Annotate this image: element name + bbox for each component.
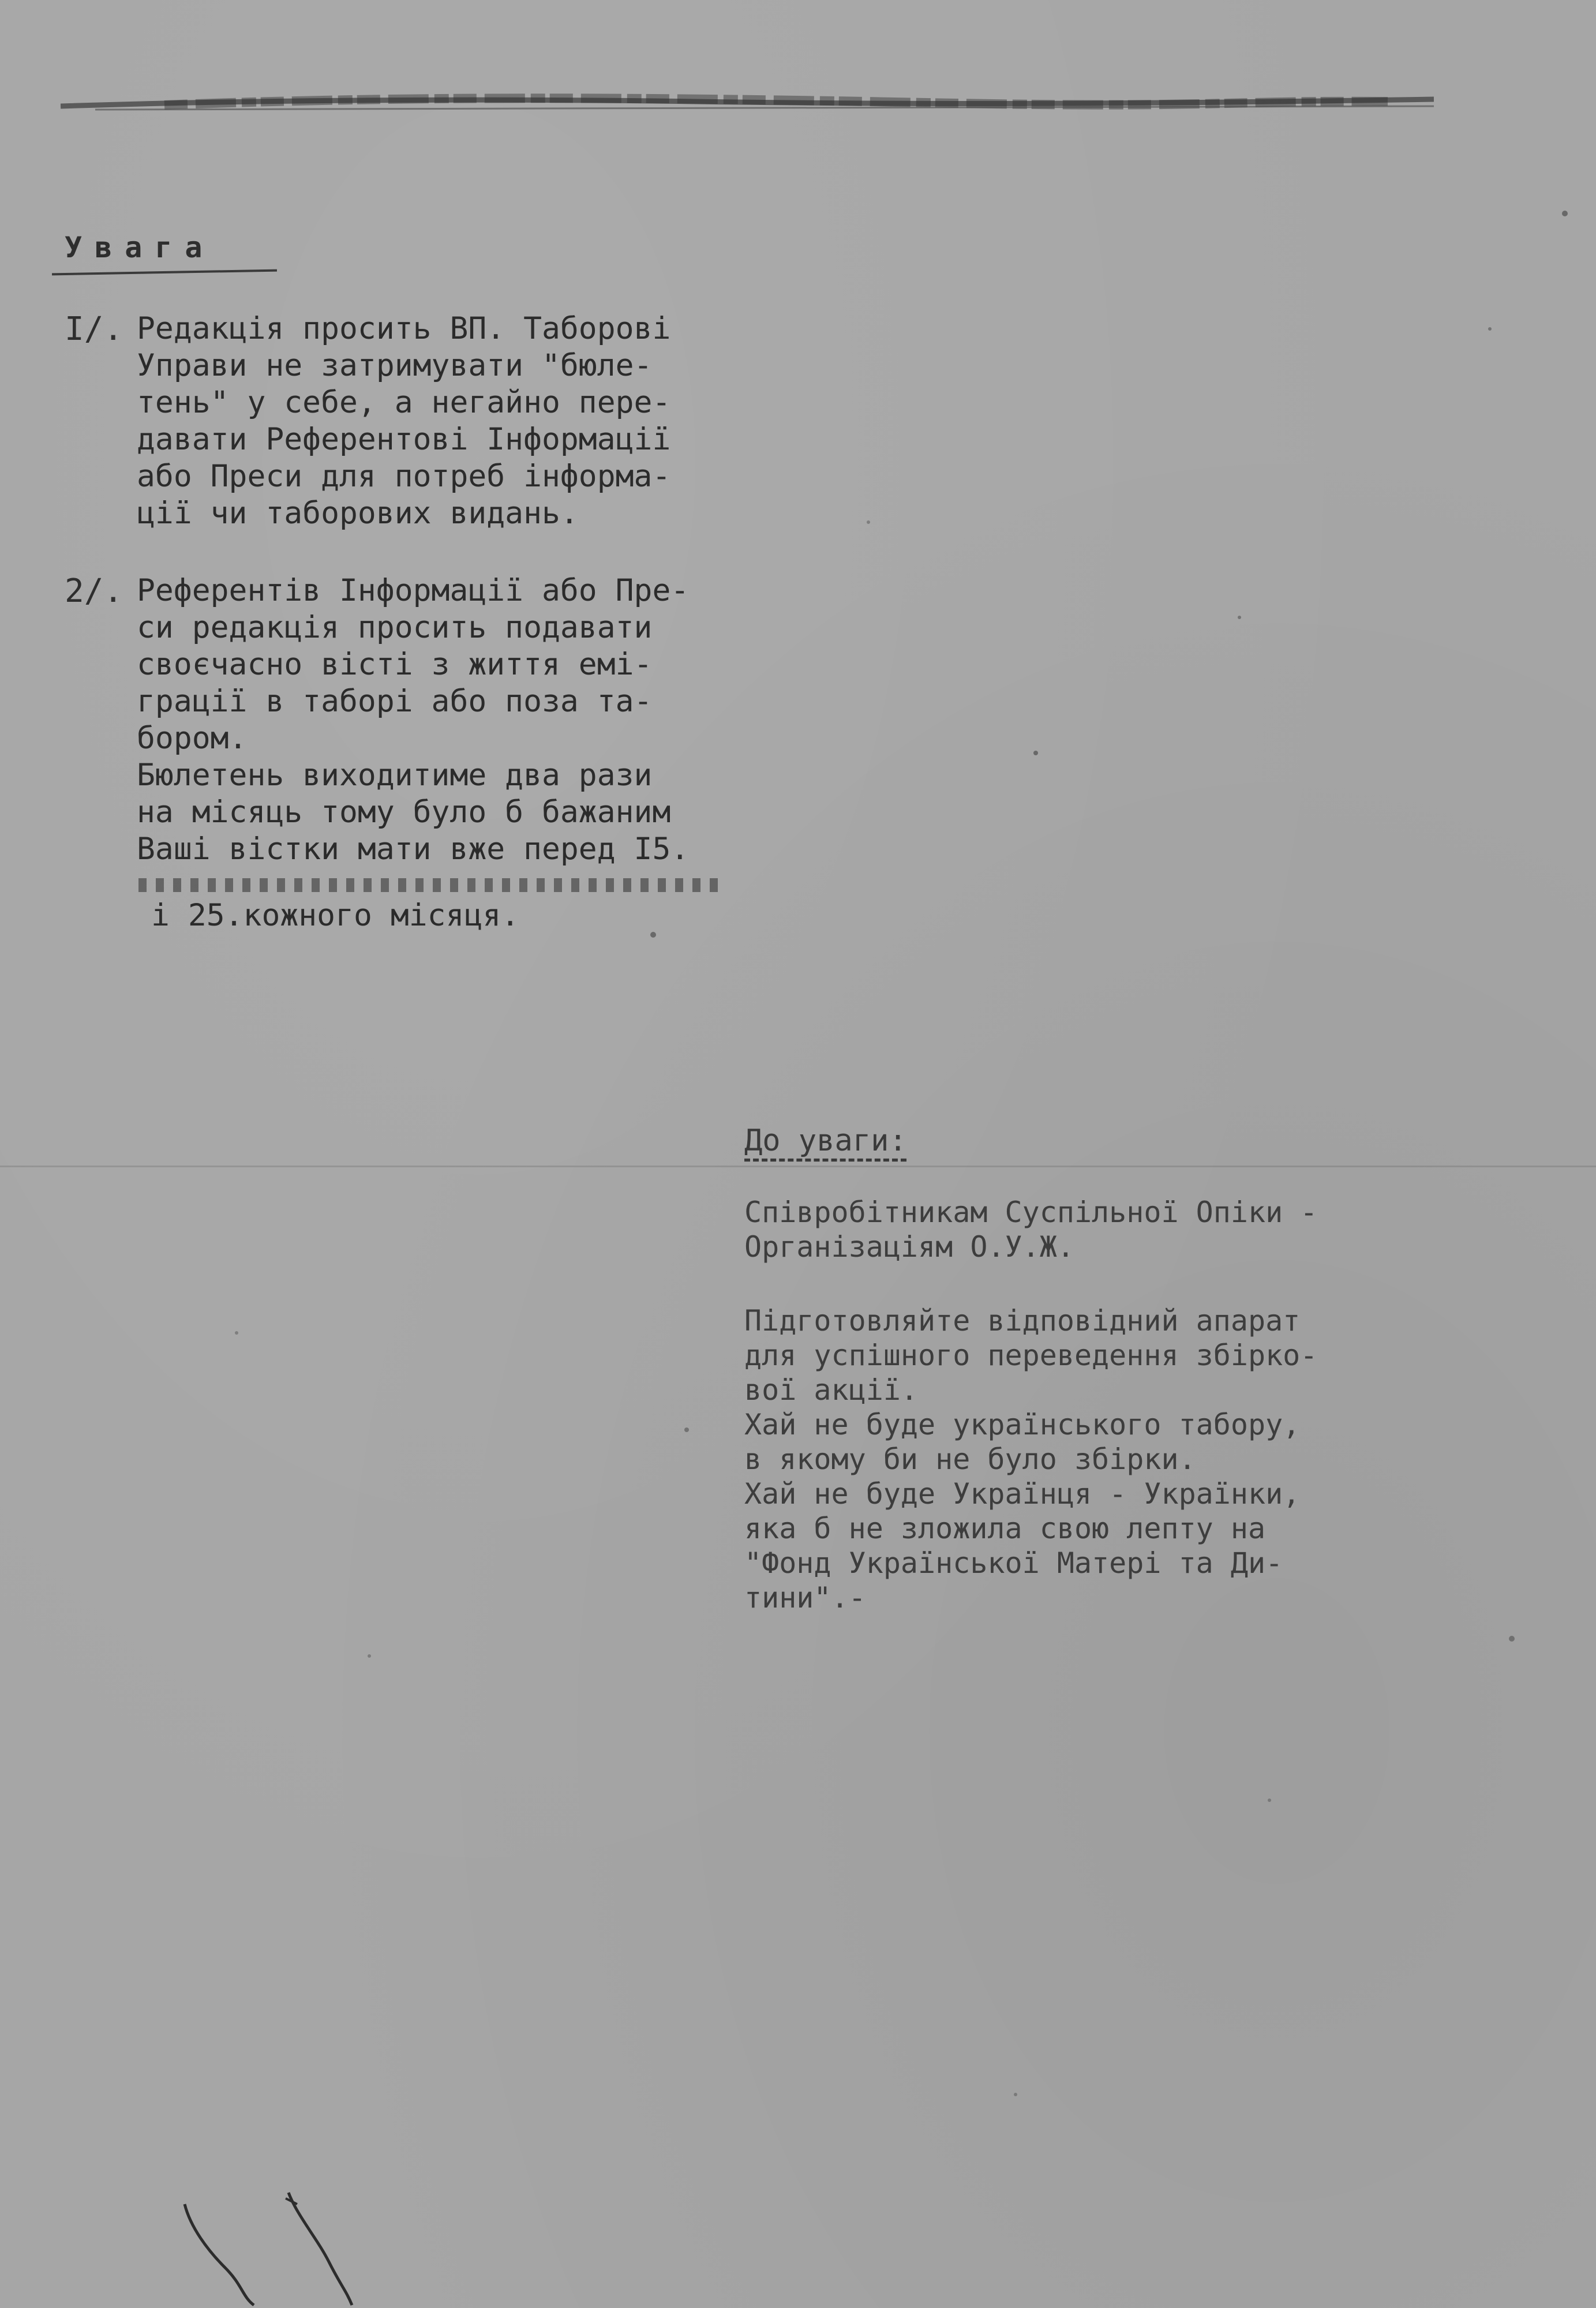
text-line: вої акції. — [744, 1373, 919, 1407]
text-line: своєчасно вісті з життя емі- — [137, 647, 653, 682]
text-line: Ваші вістки мати вже перед І5. — [137, 831, 690, 867]
text-line: або Преси для потреб інформа- — [137, 459, 671, 494]
addressee-line: Співробітникам Суспільної Опіки - — [744, 1196, 1318, 1229]
item-text — [137, 310, 800, 532]
text-line: Підготовляйте відповідний апарат — [744, 1304, 1301, 1337]
text-line: Хай не буде Українця - Українки, — [744, 1477, 1301, 1511]
notice-block — [744, 1122, 1437, 1615]
notice-body — [744, 1303, 1437, 1615]
text-line: Бюлетень виходитиме два рази — [137, 758, 653, 793]
notice-title: До уваги: — [744, 1123, 907, 1158]
text-line: давати Референтові Інформації — [137, 422, 671, 457]
addressee-list — [744, 1195, 1437, 1264]
item-number: 2/. — [65, 572, 123, 610]
text-line: яка б не зложила свою лепту на — [744, 1512, 1266, 1545]
text-line: Хай не буде українського табору, — [744, 1408, 1301, 1441]
text-line: бором. — [137, 721, 248, 756]
page-heading: Увага — [65, 231, 215, 264]
text-line: "Фонд Української Матері та Ди- — [744, 1546, 1283, 1580]
item-number: I/. — [65, 310, 123, 348]
text-line: в якому би не було збірки. — [744, 1442, 1196, 1476]
text-line: Управи не затримувати "бюле- — [137, 348, 653, 383]
text-line: і 25.кожного місяця. — [151, 898, 520, 933]
text-line: Референтів Інформації або Пре- — [137, 573, 690, 608]
text-line: грації в таборі або поза та- — [137, 684, 653, 719]
text-line: тини".- — [744, 1581, 866, 1614]
struck-out-line — [138, 878, 727, 892]
text-line: Редакція просить ВП. Таборові — [137, 311, 671, 346]
ink-scribble-marks — [173, 2181, 369, 2308]
addressee-line: Організаціям О.У.Ж. — [744, 1230, 1074, 1264]
text-line: для успішного переведення збірко- — [744, 1339, 1318, 1372]
text-line: тень" у себе, а негайно пере- — [137, 385, 671, 420]
item-text — [137, 572, 800, 868]
text-line: си редакція просить подавати — [137, 610, 653, 645]
text-line: на місяць тому було б бажаним — [137, 795, 671, 830]
text-line: ції чи таборових видань. — [137, 496, 579, 531]
